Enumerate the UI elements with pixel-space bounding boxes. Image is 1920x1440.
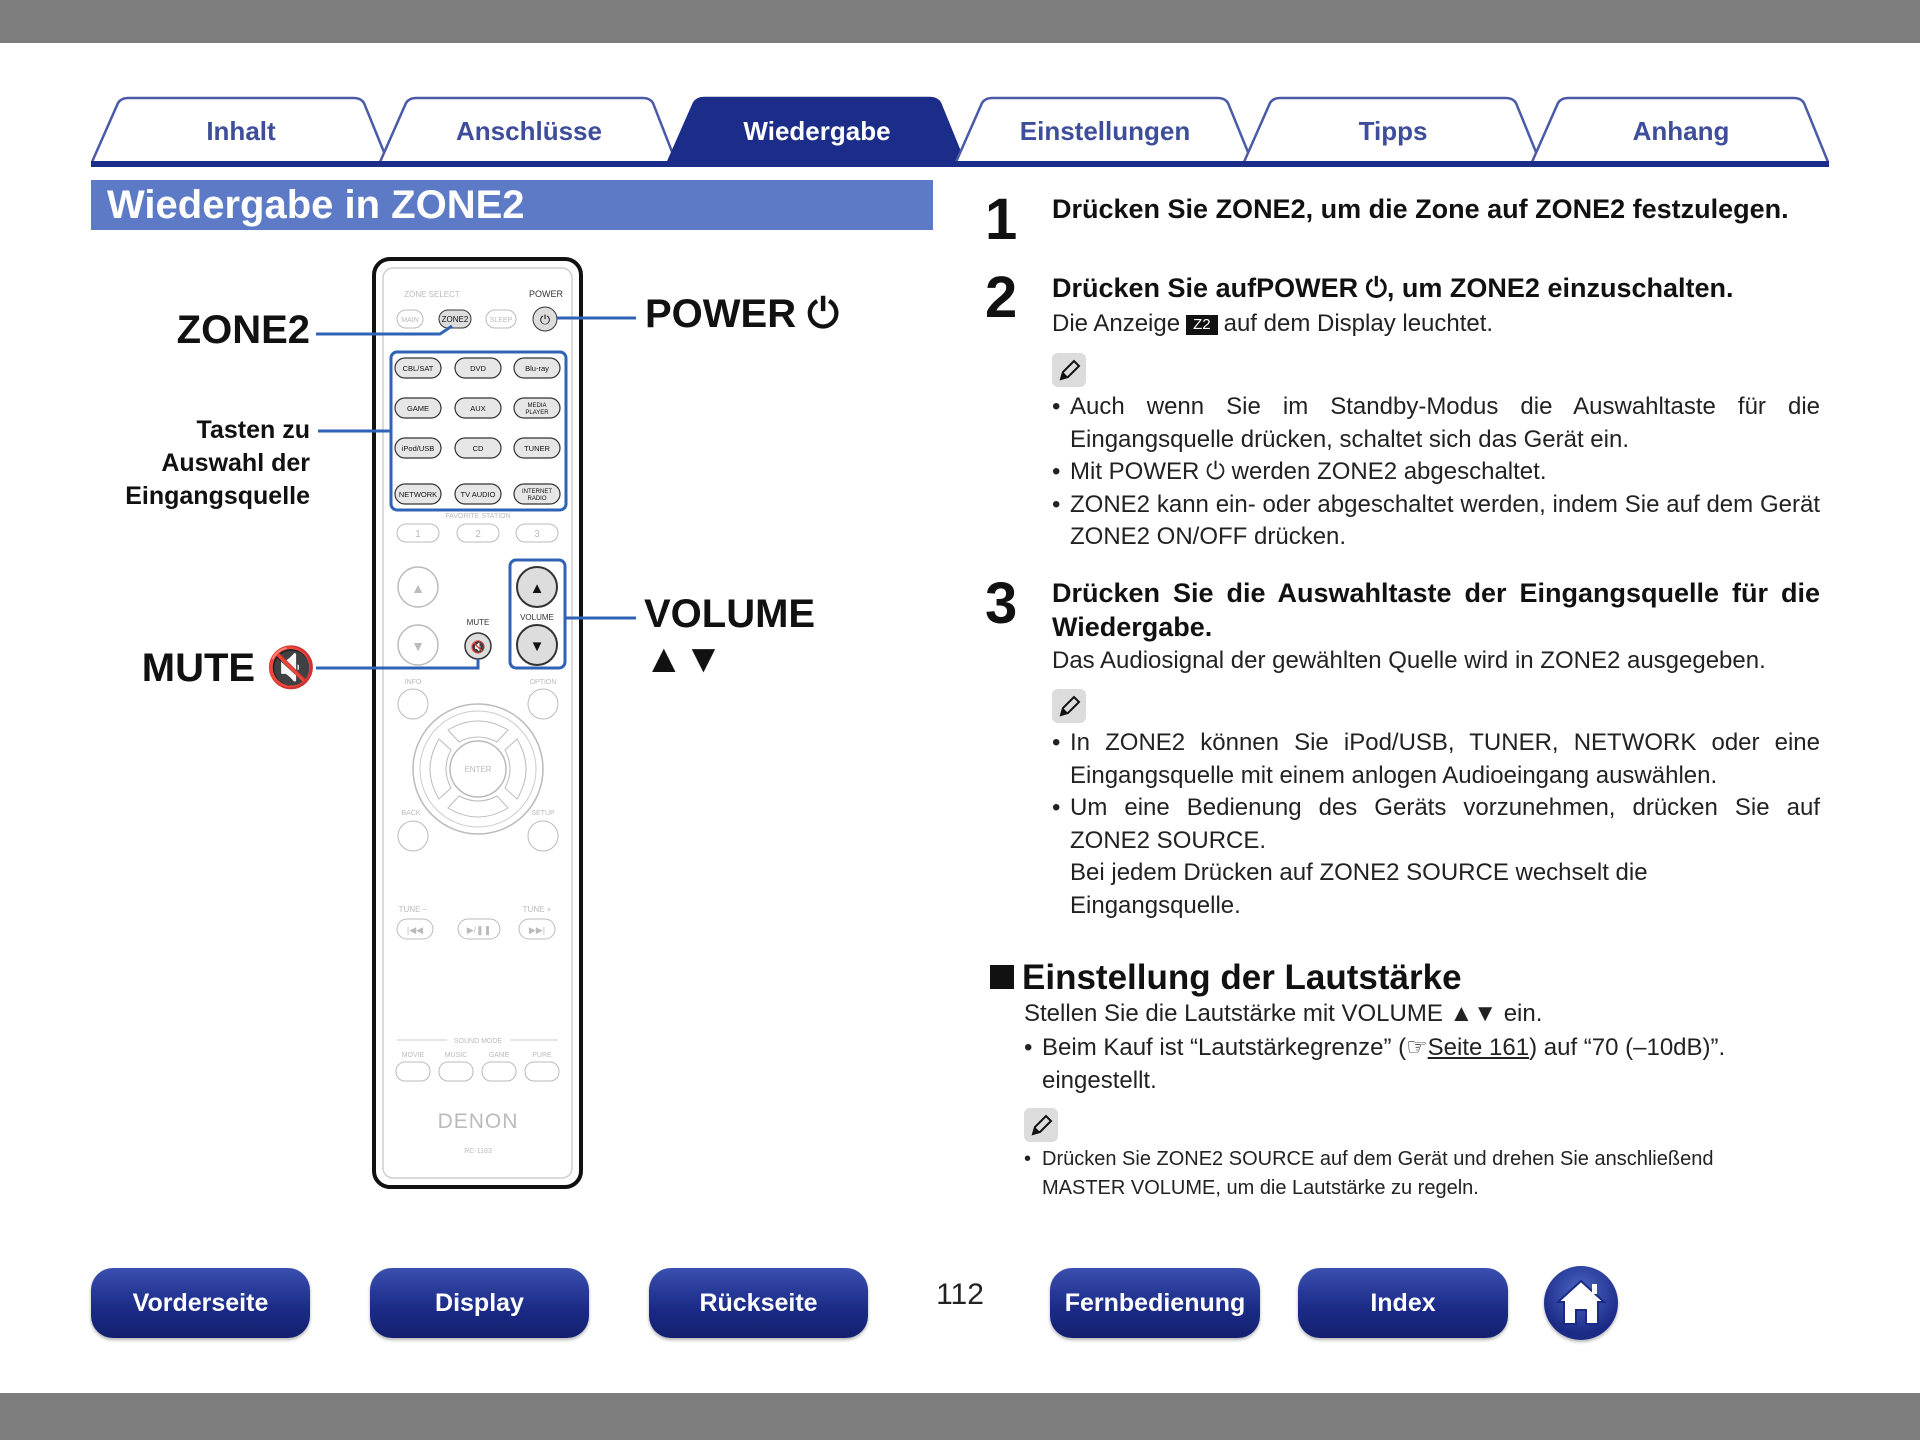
source-button-label: DVD bbox=[470, 364, 486, 373]
remote-power-label: POWER bbox=[528, 289, 564, 299]
remote-vol-up-icon: ▲ bbox=[529, 580, 545, 597]
source-button-label: NETWORK bbox=[398, 490, 438, 499]
step-3-number: 3 bbox=[985, 571, 1018, 636]
remote-option-label: OPTION bbox=[529, 679, 557, 686]
remote-mute-icon: 🔇 bbox=[470, 640, 486, 654]
remote-zone2-label: ZONE2 bbox=[441, 315, 469, 324]
source-button-label: Blu-ray bbox=[525, 364, 549, 373]
remote-play-pause-icon: ▶/❚❚ bbox=[466, 925, 492, 935]
remote-sound-mode-label: SOUND MODE bbox=[453, 1038, 503, 1045]
remote-back-button bbox=[398, 821, 428, 851]
remote-next-icon: ▶▶| bbox=[528, 925, 546, 935]
nav-rueckseite-button[interactable]: Rückseite bbox=[649, 1268, 868, 1338]
step-1-heading: Drücken Sie ZONE2, um die Zone auf ZONE2 festzulegen. bbox=[1052, 194, 1789, 224]
remote-model: RC-1183 bbox=[464, 1148, 492, 1155]
pencil-note-icon bbox=[1052, 353, 1086, 387]
step-3-note-1: • In ZONE2 können Sie iPod/USB, TUNER, NETWORK oder eine Eingangsquelle mit einem anlogen Audioeingang auswählen. bbox=[1052, 727, 1820, 792]
remote-favorite-label: FAVORITE STATION bbox=[445, 513, 511, 520]
step-3-notes bbox=[1052, 727, 1820, 922]
tab-anschluesse[interactable]: Anschlüsse bbox=[456, 116, 602, 146]
source-button-label: RADIO bbox=[527, 496, 547, 502]
volume-section-title: Einstellung der Lautstärke bbox=[1022, 958, 1462, 997]
sound-mode-button bbox=[439, 1062, 473, 1081]
source-button-label: MEDIA bbox=[527, 403, 547, 409]
favorite-button-label: 2 bbox=[475, 529, 481, 540]
remote-ch-up-icon: ▲ bbox=[411, 580, 425, 596]
remote-sleep-label: SLEEP bbox=[489, 317, 513, 324]
page-title: Wiedergabe in ZONE2 bbox=[107, 183, 525, 227]
home-button[interactable] bbox=[1544, 1266, 1618, 1340]
source-button-label: CD bbox=[472, 444, 484, 453]
source-button-label: TUNER bbox=[524, 444, 550, 453]
step-3-note-2-continued: Bei jedem Drücken auf ZONE2 SOURCE wechselt die Eingangsquelle. bbox=[1070, 859, 1648, 919]
remote-back-label: BACK bbox=[401, 810, 421, 817]
sound-mode-label: MUSIC bbox=[444, 1052, 468, 1059]
volume-limit-bullet bbox=[1024, 1031, 1828, 1097]
remote-brand: DENON bbox=[437, 1110, 519, 1133]
z2-indicator-badge: Z2 bbox=[1186, 315, 1218, 335]
step-2-notes bbox=[1052, 391, 1820, 554]
home-icon bbox=[1544, 1266, 1618, 1340]
favorite-button-label: 3 bbox=[534, 529, 540, 540]
remote-option-button bbox=[528, 689, 558, 719]
tab-anhang[interactable]: Anhang bbox=[1632, 116, 1730, 146]
volume-limit-text-post: ) auf “70 (–10dB)”. eingestellt. bbox=[1042, 1034, 1726, 1094]
step-3-heading: Drücken Sie die Auswahltaste der Eingangsquelle für die Wiedergabe. bbox=[1052, 578, 1820, 642]
remote-setup-label: SETUP bbox=[531, 810, 555, 817]
callout-input-select bbox=[80, 414, 310, 513]
callout-input-line3: Eingangsquelle bbox=[125, 482, 310, 510]
nav-fernbedienung-button[interactable]: Fernbedienung bbox=[1050, 1268, 1260, 1338]
step-3-note-2: • Um eine Bedienung des Geräts vorzunehmen, drücken Sie auf ZONE2 SOURCE. bbox=[1052, 792, 1820, 857]
remote-prev-icon: |◀◀ bbox=[406, 925, 424, 935]
step-2-number: 2 bbox=[985, 265, 1018, 330]
callout-input-line2: Auswahl der bbox=[161, 449, 310, 477]
step-2-text-before: Die Anzeige bbox=[1052, 310, 1181, 337]
volume-note-line-2: MASTER VOLUME, um die Lautstärke zu regeln. bbox=[1042, 1177, 1479, 1199]
sound-mode-label: MOVIE bbox=[401, 1052, 425, 1059]
remote-main-label: MAIN bbox=[401, 317, 419, 324]
remote-volume-label: VOLUME bbox=[520, 613, 554, 622]
volume-section-heading bbox=[990, 955, 1462, 1001]
remote-info-button bbox=[398, 689, 428, 719]
source-button-label: AUX bbox=[470, 404, 486, 413]
sound-mode-button bbox=[396, 1062, 430, 1081]
page-161-link[interactable]: Seite 161 bbox=[1427, 1034, 1530, 1061]
remote-tune-minus-label: TUNE − bbox=[398, 905, 428, 914]
sound-mode-button bbox=[482, 1062, 516, 1081]
volume-note-line-1: • Drücken Sie ZONE2 SOURCE auf dem Gerät und drehen Sie anschließend bbox=[1024, 1145, 1824, 1174]
volume-limit-text-pre: Beim Kauf ist “Lautstärkegrenze” (☞ bbox=[1042, 1034, 1428, 1061]
favorite-buttons bbox=[397, 524, 558, 542]
source-button-label: CBL/SAT bbox=[402, 364, 434, 373]
source-button-label: INTERNET bbox=[522, 489, 552, 495]
volume-note bbox=[1024, 1145, 1824, 1203]
page-number: 112 bbox=[936, 1278, 984, 1311]
remote-vol-down-icon: ▼ bbox=[529, 638, 545, 655]
tab-wiedergabe[interactable]: Wiedergabe bbox=[743, 116, 891, 146]
square-bullet-icon bbox=[990, 965, 1014, 989]
step-2-heading: Drücken Sie aufPOWER ⏻, um ZONE2 einzuschalten. bbox=[1052, 273, 1734, 303]
pencil-note-icon bbox=[1024, 1108, 1058, 1142]
callout-input-line1: Tasten zu bbox=[196, 416, 310, 444]
remote-tune-plus-label: TUNE + bbox=[522, 905, 552, 914]
remote-ch-down-icon: ▼ bbox=[411, 638, 425, 654]
tab-tipps[interactable]: Tipps bbox=[1358, 116, 1428, 146]
callout-zone2: ZONE2 bbox=[176, 308, 310, 352]
sound-mode-button bbox=[525, 1062, 559, 1081]
nav-display-button[interactable]: Display bbox=[370, 1268, 589, 1338]
step-2-note-2: • Mit POWER ⏻ werden ZONE2 abgeschaltet. bbox=[1052, 456, 1820, 489]
step-2-note-1: • Auch wenn Sie im Standby-Modus die Auswahltaste für die Eingangsquelle drücken, schaltet sich das Gerät ein. bbox=[1052, 391, 1820, 456]
remote-mute-label: MUTE bbox=[466, 618, 490, 627]
pencil-note-icon bbox=[1052, 689, 1086, 723]
volume-section-text: Stellen Sie die Lautstärke mit VOLUME ▲▼ ein. bbox=[1024, 1000, 1543, 1027]
step-2-text-after: auf dem Display leuchtet. bbox=[1223, 310, 1494, 337]
step-2-note-3: • ZONE2 kann ein- oder abgeschaltet werden, indem Sie auf dem Gerät ZONE2 ON/OFF drücken. bbox=[1052, 489, 1820, 554]
step-2-text bbox=[1052, 308, 1820, 340]
source-button-label: iPod/USB bbox=[401, 444, 435, 453]
remote-zone-select-label: ZONE SELECT bbox=[404, 290, 460, 299]
remote-info-label: INFO bbox=[404, 679, 422, 686]
sound-mode-label: GAME bbox=[488, 1052, 510, 1059]
tab-inhalt[interactable]: Inhalt bbox=[206, 116, 276, 146]
nav-index-button[interactable]: Index bbox=[1298, 1268, 1508, 1338]
nav-vorderseite-button[interactable]: Vorderseite bbox=[91, 1268, 310, 1338]
source-button-label: PLAYER bbox=[525, 410, 549, 416]
callout-volume: VOLUME ▲▼ bbox=[644, 592, 816, 681]
tab-einstellungen[interactable]: Einstellungen bbox=[1019, 116, 1191, 146]
sound-mode-label: PURE bbox=[532, 1052, 552, 1059]
remote-setup-button bbox=[528, 821, 558, 851]
favorite-button-label: 1 bbox=[415, 529, 421, 540]
source-button-label: GAME bbox=[406, 404, 430, 413]
remote-enter-label: ENTER bbox=[464, 765, 492, 774]
remote-power-icon: ⏻ bbox=[539, 312, 551, 327]
volume-section-bullets bbox=[1024, 1031, 1828, 1097]
callout-mute: MUTE 🔇 bbox=[141, 646, 316, 690]
callout-power: POWER ⏻ bbox=[645, 292, 839, 336]
step-1-number: 1 bbox=[985, 187, 1018, 252]
source-button-label: TV AUDIO bbox=[460, 490, 496, 499]
bottom-bar bbox=[0, 1393, 1920, 1440]
step-3-text: Das Audiosignal der gewählten Quelle wird in ZONE2 ausgegeben. bbox=[1052, 647, 1766, 674]
